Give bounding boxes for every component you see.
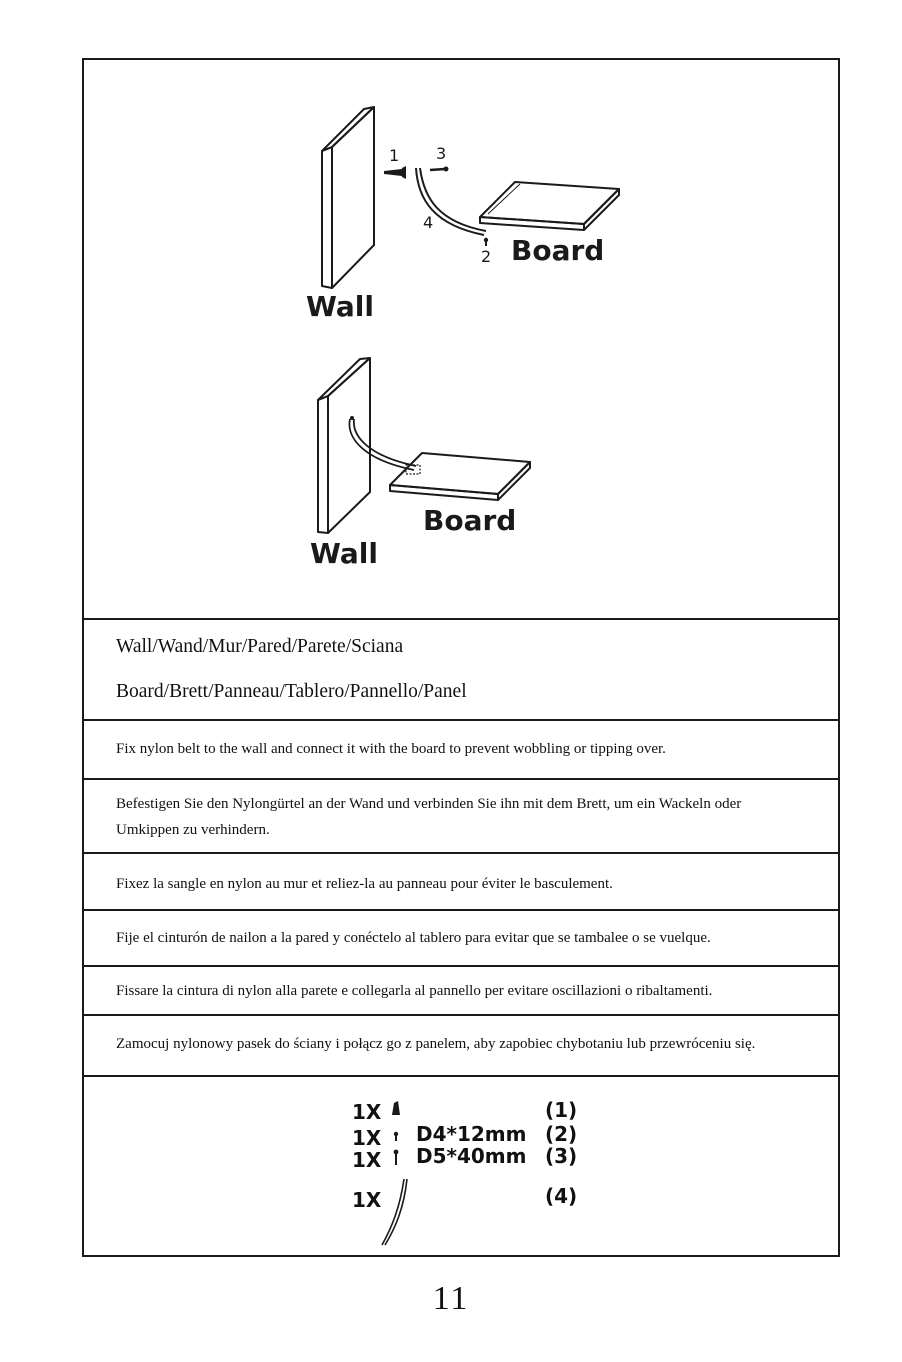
instruction-en: Fix nylon belt to the wall and connect it with the board to prevent wobbling or tipping over. [116, 741, 666, 757]
long-screw-icon [430, 167, 449, 172]
small-screw-icon [394, 1132, 398, 1141]
wall-label-2: Wall [310, 537, 378, 570]
section-divider [84, 719, 838, 721]
diagram-area [84, 60, 838, 618]
part-qty: 1X [352, 1100, 382, 1124]
board-label-1: Board [511, 234, 605, 267]
instruction-frame [82, 58, 840, 1257]
part-number-2: 2 [481, 247, 492, 266]
instruction-it: Fissare la cintura di nylon alla parete e collegarla al pannello per evitare oscillazioni o ribaltamenti. [116, 983, 713, 999]
long-screw-icon [394, 1150, 399, 1165]
small-screw-icon [484, 238, 488, 246]
part-ref: (4) [545, 1184, 578, 1208]
part-ref: (3) [545, 1144, 578, 1168]
board-illustration-1 [480, 182, 619, 230]
instruction-es: Fije el cinturón de nailon a la pared y conéctelo al tablero para evitar que se tambalee o se vuelque. [116, 930, 711, 946]
section-divider [84, 778, 838, 780]
section-divider [84, 852, 838, 854]
section-divider [84, 909, 838, 911]
parts-list [84, 1077, 838, 1255]
wall-panel-illustration-2 [318, 358, 370, 533]
wall-label-1: Wall [306, 290, 374, 323]
part-size: D4*12mm [416, 1122, 527, 1146]
instruction-pl: Zamocuj nylonowy pasek do ściany i połącz go z panelem, aby zapobiec chybotaniu lub przewróceniu się. [116, 1036, 756, 1052]
instruction-fr: Fixez la sangle en nylon au mur et reliez-la au panneau pour éviter le basculement. [116, 876, 613, 892]
part-number-1: 1 [389, 146, 400, 165]
part-number-4: 4 [423, 213, 434, 232]
section-divider [84, 1014, 838, 1016]
part-ref: (2) [545, 1122, 578, 1146]
wall-names: Wall/Wand/Mur/Pared/Parete/Sciana [116, 636, 404, 657]
part-size: D5*40mm [416, 1144, 527, 1168]
section-divider [84, 618, 838, 620]
section-divider [84, 965, 838, 967]
board-label-2: Board [423, 504, 517, 537]
page-number: 11 [432, 1280, 470, 1317]
part-ref: (1) [545, 1098, 578, 1122]
instruction-de-line2: Umkippen zu verhindern. [116, 822, 270, 838]
wall-anchor-icon [384, 166, 406, 179]
part-number-3: 3 [436, 144, 447, 163]
part-qty: 1X [352, 1126, 382, 1150]
part-qty: 1X [352, 1188, 382, 1212]
instruction-de-line1: Befestigen Sie den Nylongürtel an der Wand und verbinden Sie ihn mit dem Brett, um ein Wackeln oder [116, 796, 742, 812]
wall-anchor-icon [392, 1101, 400, 1115]
board-names: Board/Brett/Panneau/Tablero/Pannello/Panel [116, 681, 467, 702]
board-illustration-2 [390, 453, 530, 500]
nylon-belt-icon [382, 1179, 407, 1245]
part-qty: 1X [352, 1148, 382, 1172]
wall-panel-illustration-1 [322, 107, 374, 288]
nylon-belt-icon [349, 416, 416, 470]
